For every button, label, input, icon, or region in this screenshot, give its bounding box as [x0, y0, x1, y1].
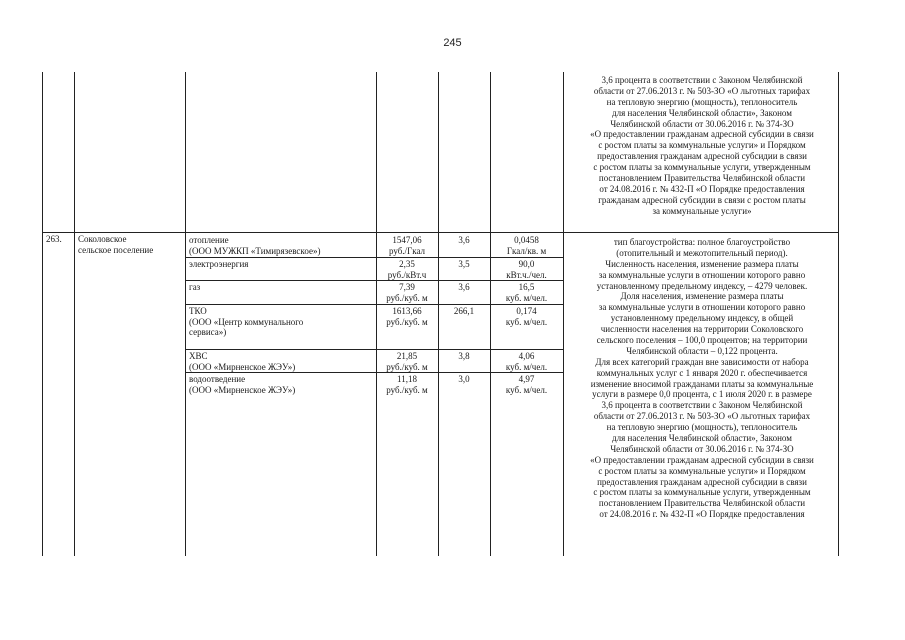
service-tariff: 1613,66 руб./куб. м — [386, 306, 428, 327]
description-line: за коммунальные услуги в отношении которого равно — [598, 302, 806, 313]
description-line: области от 27.06.2013 г. № 503-ЗО «О льготных тарифах — [593, 85, 811, 96]
row-number: 263. — [46, 234, 62, 244]
description-line: с ростом платы за коммунальные услуги» и Порядком — [598, 465, 806, 476]
table-border-left — [42, 72, 43, 556]
service-name: электроэнергия — [189, 259, 249, 269]
description-line: численности населения на территории Соколовского — [600, 324, 804, 335]
description-line: постановлением Правительства Челябинской области — [598, 498, 806, 509]
description-line: услуги в размере 0,0 процента, с 1 июля 2020 г. в размере — [592, 389, 812, 400]
service-norm: 0,174 куб. м/чел. — [505, 306, 548, 327]
description-line: Челябинской области – 0,122 процента. — [626, 345, 778, 356]
service-name: ТКО (ООО «Центр коммунального сервиса») — [189, 306, 304, 338]
description-line: «О предоставлении гражданам адресной субсидии в связи — [590, 454, 814, 465]
description-continued — [565, 75, 839, 217]
description-line: Доля населения, изменение размера платы — [620, 291, 784, 302]
description-line: тип благоустройства: полное благоустройство — [613, 237, 791, 247]
service-norm: 4,06 куб. м/чел. — [505, 351, 548, 372]
description-line: от 24.08.2016 г. № 432-П «О Порядке предоставления — [599, 509, 805, 520]
service-tariff: 21,85 руб./куб. м — [386, 351, 428, 372]
service-norm: 4,97 куб. м/чел. — [505, 374, 548, 395]
service-index: 3,6 — [458, 235, 470, 245]
tariff-table — [42, 72, 839, 556]
description-line: сельского поселения – 100,0 процентов; на территории — [596, 335, 808, 346]
service-norm: 16,5 куб. м/чел. — [505, 282, 548, 303]
description-line: области от 27.06.2013 г. № 503-ЗО «О льготных тарифах — [593, 411, 811, 422]
service-index: 3,5 — [458, 259, 470, 269]
service-divider — [185, 349, 563, 350]
column-divider — [74, 72, 75, 556]
description-line: за коммунальные услуги» — [652, 205, 752, 216]
description-line: на тепловую энергию (мощность), теплоноситель — [606, 422, 798, 433]
description-line: установленному предельному индексу, – 4279 человек. — [596, 280, 808, 291]
description-line: «О предоставлении гражданам адресной субсидии в связи — [590, 129, 814, 140]
service-tariff: 1547,06 руб./Гкал — [388, 235, 426, 256]
description-line: для населения Челябинской области», Законом — [612, 433, 792, 444]
column-divider — [185, 72, 186, 556]
description-line: Численность населения, изменение размера платы — [605, 258, 799, 269]
service-name: отопление (ООО МУЖКП «Тимирязевское») — [189, 235, 321, 256]
description-line: с ростом платы за коммунальные услуги» и Порядком — [598, 140, 806, 151]
service-tariff: 11,18 руб./куб. м — [386, 374, 428, 395]
service-index: 3,6 — [458, 282, 470, 292]
row-divider — [42, 232, 839, 233]
description-line: с ростом платы за коммунальные услуги, утвержденным — [593, 162, 811, 173]
description-line: изменение вносимой гражданами платы за коммунальные — [590, 378, 814, 389]
description-line: 3,6 процента в соответствии с Законом Челябинской — [601, 75, 803, 85]
service-index: 3,0 — [458, 374, 470, 384]
settlement-name: Соколовское сельское поселение — [78, 234, 154, 255]
service-norm: 0,0458 Гкал/кв. м — [506, 235, 547, 256]
description-line: на тепловую энергию (мощность), теплоноситель — [606, 96, 798, 107]
description-line: для населения Челябинской области», Законом — [612, 107, 792, 118]
service-tariff: 7,39 руб./куб. м — [386, 282, 428, 303]
service-index: 266,1 — [453, 306, 475, 316]
page-number: 245 — [443, 37, 462, 49]
service-name: водоотведение (ООО «Мирненское ЖЭУ») — [189, 374, 296, 395]
service-name: газ — [189, 282, 201, 292]
description-line: постановлением Правительства Челябинской области — [598, 173, 806, 184]
description-line: предоставления гражданам адресной субсидии в связи — [597, 476, 807, 487]
description-line: с ростом платы за коммунальные услуги, утвержденным — [593, 487, 811, 498]
service-norm: 90,0 кВт.ч./чел. — [506, 259, 547, 280]
service-divider — [185, 304, 563, 305]
description-line: установленному предельному индексу, в общей — [610, 313, 794, 324]
description-line: Для всех категорий граждан вне зависимости от набора — [595, 356, 809, 367]
description-line: (отопительный и межотопительный период). — [616, 247, 788, 258]
service-name: ХВС (ООО «Мирненское ЖЭУ») — [189, 351, 296, 372]
description-line: от 24.08.2016 г. № 432-П «О Порядке предоставления — [599, 183, 805, 194]
description-line: Челябинской области от 30.06.2016 г. № 374-ЗО — [610, 443, 794, 454]
description-line: 3,6 процента в соответствии с Законом Челябинской — [601, 400, 803, 411]
description-line: Челябинской области от 30.06.2016 г. № 374-ЗО — [610, 118, 794, 129]
description-line: коммунальных услуг с 1 января 2020 г. обеспечивается — [596, 367, 808, 378]
description-line: за коммунальные услуги в отношении которого равно — [598, 269, 806, 280]
service-tariff: 2,35 руб./кВт.ч — [387, 259, 427, 280]
description-line: гражданам адресной субсидии в связи с ростом платы — [598, 194, 806, 205]
description-row-263 — [565, 237, 839, 520]
service-index: 3,8 — [458, 351, 470, 361]
column-divider — [563, 72, 564, 556]
description-line: предоставления гражданам адресной субсидии в связи — [597, 151, 807, 162]
service-divider — [185, 257, 563, 258]
